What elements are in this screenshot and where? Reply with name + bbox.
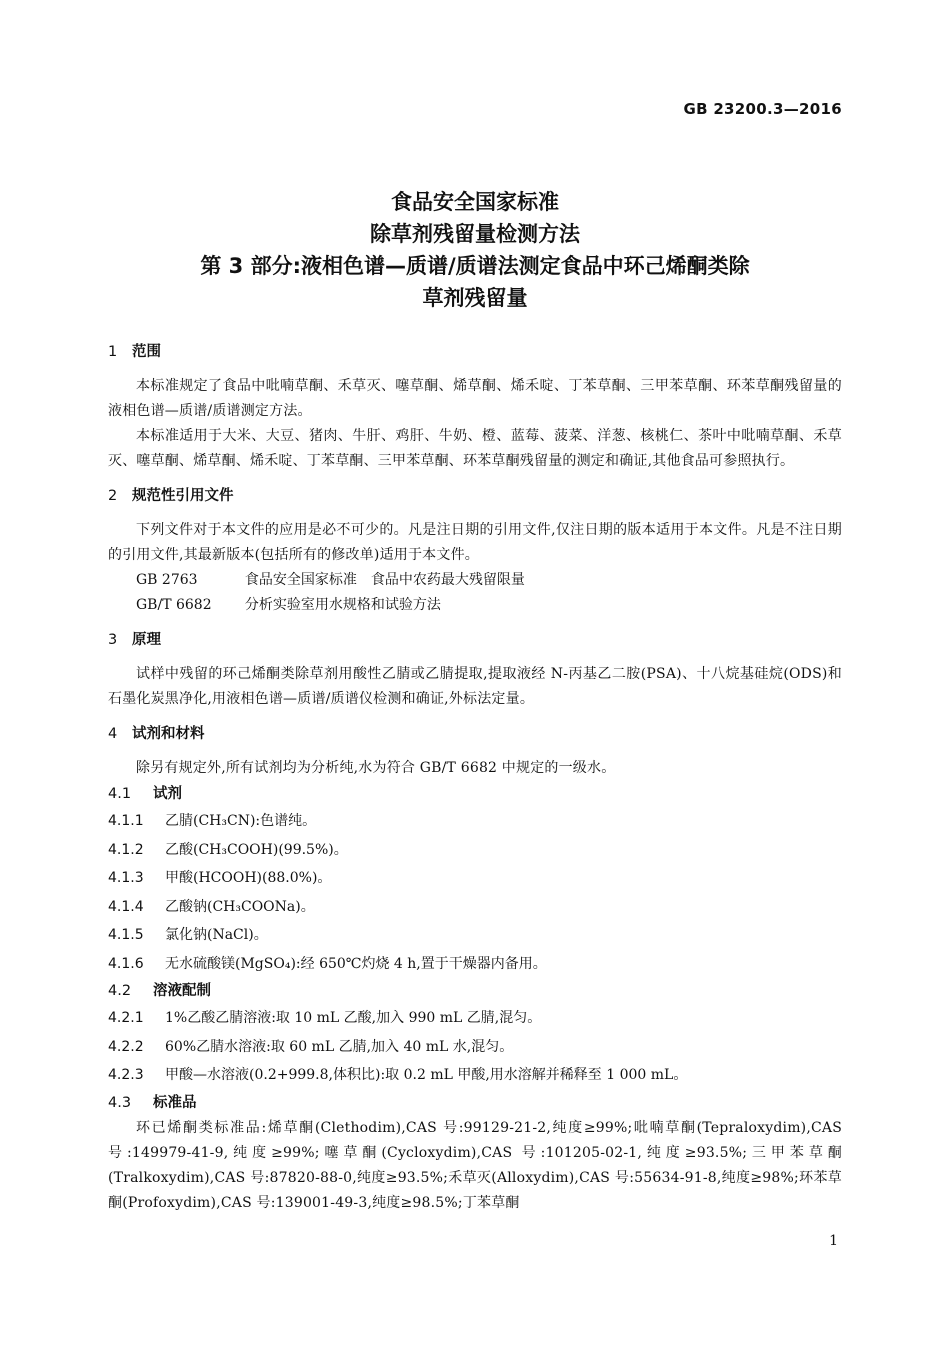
- section-number: 4.1: [108, 786, 132, 802]
- principle-paragraph: 试样中残留的环己烯酮类除草剂用酸性乙腈或乙腈提取,提取液经 N-丙基乙二胺(PSA)、十八烷基硅烷(ODS)和石墨化炭黑净化,用液相色谱—质谱/质谱仪检测和确证,外标法定量。: [108, 666, 842, 707]
- list-item: [108, 950, 842, 979]
- section-heading-1: [108, 341, 842, 363]
- reference-code: GB 2763: [136, 572, 198, 588]
- item-text: 60%乙腈水溶液:取 60 mL 乙腈,加入 40 mL 水,混匀。: [165, 1038, 514, 1055]
- scope-paragraph-2: 本标准适用于大米、大豆、猪肉、牛肝、鸡肝、牛奶、橙、蓝莓、菠菜、洋葱、核桃仁、茶叶中吡喃草酮、禾草灭、噻草酮、烯草酮、烯禾啶、丁苯草酮、三甲苯草酮、环苯草酮残留量的测定和确证,其他食品可参照执行。: [108, 428, 842, 469]
- title-line-1: 食品安全国家标准: [391, 190, 559, 214]
- item-number: 4.1.3: [108, 870, 144, 886]
- item-number: 4.1.2: [108, 841, 144, 858]
- list-item: [108, 1033, 842, 1062]
- item-number: 4.1.4: [108, 898, 144, 915]
- item-text: 无水硫酸镁(MgSO₄):经 650℃灼烧 4 h,置于干燥器内备用。: [165, 955, 547, 972]
- scope-paragraph-1: 本标准规定了食品中吡喃草酮、禾草灭、噻草酮、烯草酮、烯禾啶、丁苯草酮、三甲苯草酮、环苯草酮残留量的液相色谱—质谱/质谱测定方法。: [108, 378, 842, 419]
- list-item: [108, 1004, 842, 1033]
- section-number: 1: [108, 344, 118, 360]
- section-heading-2: [108, 485, 842, 507]
- section-number: 3: [108, 632, 118, 648]
- list-item: [108, 836, 842, 865]
- page-number: 1: [829, 1233, 838, 1249]
- reference-code: GB/T 6682: [136, 597, 212, 613]
- item-number: 4.2.2: [108, 1038, 144, 1055]
- document-body: [108, 330, 842, 1216]
- item-text: 乙腈(CH₃CN):色谱纯。: [165, 813, 317, 829]
- reference-title: 分析实验室用水规格和试验方法: [244, 597, 441, 613]
- section-number: 2: [108, 488, 118, 504]
- item-number: 4.1.6: [108, 955, 144, 972]
- list-item: [108, 864, 842, 893]
- reference-title: 食品安全国家标准 食品中农药最大残留限量: [244, 572, 525, 588]
- section-title: 试剂: [153, 786, 182, 802]
- reference-item: [108, 593, 842, 618]
- section-number: 4.2: [108, 983, 132, 999]
- item-text: 甲酸—水溶液(0.2+999.8,体积比):取 0.2 mL 甲酸,用水溶解并稀释至 1 000 mL。: [165, 1067, 688, 1083]
- section-title: 溶液配制: [153, 983, 211, 999]
- references-paragraph: 下列文件对于本文件的应用是必不可少的。凡是注日期的引用文件,仅注日期的版本适用于本文件。凡是不注日期的引用文件,其最新版本(包括所有的修改单)适用于本文件。: [108, 522, 842, 563]
- title-line-4: 草剂残留量: [422, 286, 528, 310]
- section-heading-4: [108, 723, 842, 745]
- title-line-2: 除草剂残留量检测方法: [370, 222, 580, 246]
- item-text: 乙酸钠(CH₃COONa)。: [165, 898, 315, 915]
- document-title-block: [0, 186, 950, 314]
- item-number: 4.2.3: [108, 1067, 144, 1083]
- list-item: [108, 807, 842, 836]
- subsection-heading-4-2: [108, 980, 842, 1002]
- item-number: 4.1.1: [108, 813, 144, 829]
- section-title: 标准品: [153, 1094, 197, 1111]
- standard-code: GB 23200.3—2016: [683, 100, 842, 118]
- subsection-heading-4-3: [108, 1092, 842, 1114]
- section-title: 规范性引用文件: [132, 488, 234, 504]
- item-text: 氯化钠(NaCl)。: [165, 927, 268, 943]
- section-title: 试剂和材料: [132, 726, 205, 742]
- section-heading-3: [108, 629, 842, 651]
- item-number: 4.1.5: [108, 927, 144, 943]
- standards-paragraph: 环已烯酮类标准品:烯草酮(Clethodim),CAS 号:99129-21-2,纯度≥99%;吡喃草酮(Tepraloxydim),CAS 号:149979-41-9,纯度≥99%;噻草酮(Cycloxydim),CAS 号:101205-02-1,纯度≥93.5%;三甲苯草酮(Tralkoxydim),CAS 号:87820-88-0,纯度≥93.5%;禾草灭(Alloxydim),CAS 号:55634-91-8,纯度≥98%;环苯草酮(Profoxydim),CAS 号:139001-49-3,纯度≥98.5%;丁苯草酮: [108, 1119, 842, 1211]
- reagents-paragraph: 除另有规定外,所有试剂均为分析纯,水为符合 GB/T 6682 中规定的一级水。: [136, 760, 616, 776]
- list-item: [108, 893, 842, 922]
- section-title: 原理: [132, 632, 161, 648]
- subsection-heading-4-1: [108, 783, 842, 805]
- title-line-3: 第 3 部分:液相色谱—质谱/质谱法测定食品中环己烯酮类除: [200, 254, 750, 278]
- item-number: 4.2.1: [108, 1010, 144, 1026]
- reference-item: [108, 568, 842, 593]
- list-item: [108, 1061, 842, 1090]
- item-text: 乙酸(CH₃COOH)(99.5%)。: [165, 841, 348, 858]
- item-text: 甲酸(HCOOH)(88.0%)。: [165, 870, 332, 886]
- section-title: 范围: [132, 344, 161, 360]
- list-item: [108, 921, 842, 950]
- section-number: 4.3: [108, 1094, 132, 1111]
- section-number: 4: [108, 726, 118, 742]
- item-text: 1%乙酸乙腈溶液:取 10 mL 乙酸,加入 990 mL 乙腈,混匀。: [165, 1010, 542, 1026]
